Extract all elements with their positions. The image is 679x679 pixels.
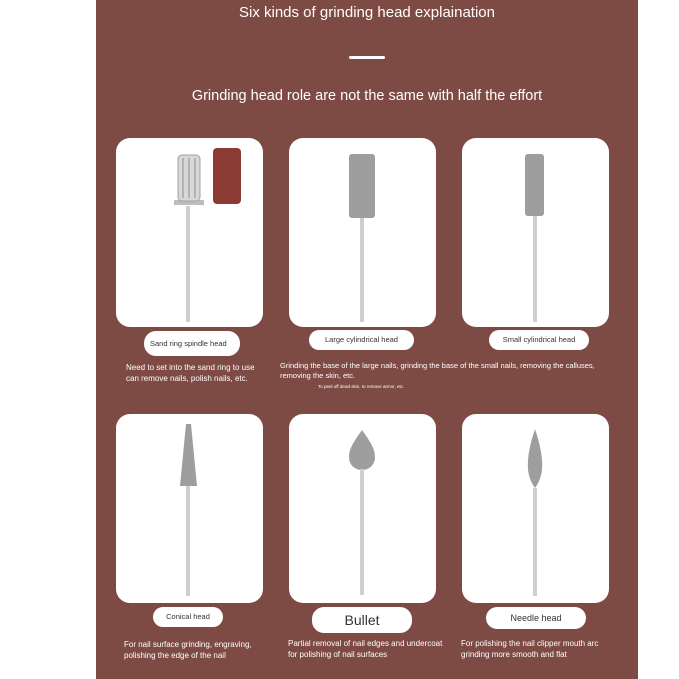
note-text: To peel off dead skin, to remove armor, etc. — [318, 384, 405, 389]
label-small-cylinder: Small cylindrical head — [489, 330, 589, 350]
label-needle: Needle head — [486, 607, 586, 629]
desc-conical: For nail surface grinding, engraving, polishing the edge of the nail — [124, 640, 252, 660]
content-panel — [96, 0, 638, 679]
label-conical: Conical head — [153, 607, 223, 627]
needle-bit-icon — [462, 414, 609, 603]
product-card-conical — [116, 414, 263, 603]
page-title: Six kinds of grinding head explaination — [238, 4, 495, 21]
small-cylinder-bit-icon — [462, 138, 609, 327]
label-sand-ring: Sand ring spindle head — [144, 331, 240, 356]
product-card-small-cylinder — [462, 138, 609, 327]
large-cylinder-bit-icon — [289, 138, 436, 327]
product-card-needle — [462, 414, 609, 603]
conical-bit-icon — [116, 414, 263, 603]
product-card-large-cylinder — [289, 138, 436, 327]
product-card-sand-ring — [116, 138, 263, 327]
desc-needle: For polishing the nail clipper mouth arc grinding more smooth and flat — [461, 639, 599, 659]
title-divider — [349, 56, 385, 59]
desc-bullet: Partial removal of nail edges and undercoat for polishing of nail surfaces — [288, 639, 443, 659]
sand-ring-spindle-icon — [116, 138, 263, 327]
bullet-bit-icon — [289, 414, 436, 603]
desc-sand-ring: Need to set into the sand ring to use can remove nails, polish nails, etc. — [126, 363, 255, 383]
product-card-bullet — [289, 414, 436, 603]
page-subtitle: Grinding head role are not the same with half the effort — [191, 88, 543, 104]
label-bullet: Bullet — [312, 607, 412, 633]
label-large-cylinder: Large cylindrical head — [309, 330, 414, 350]
desc-large-cylinder: Grinding the base of the large nails, grinding the base of the small nails, removing the calluses, removing the skin, etc. — [280, 361, 595, 380]
